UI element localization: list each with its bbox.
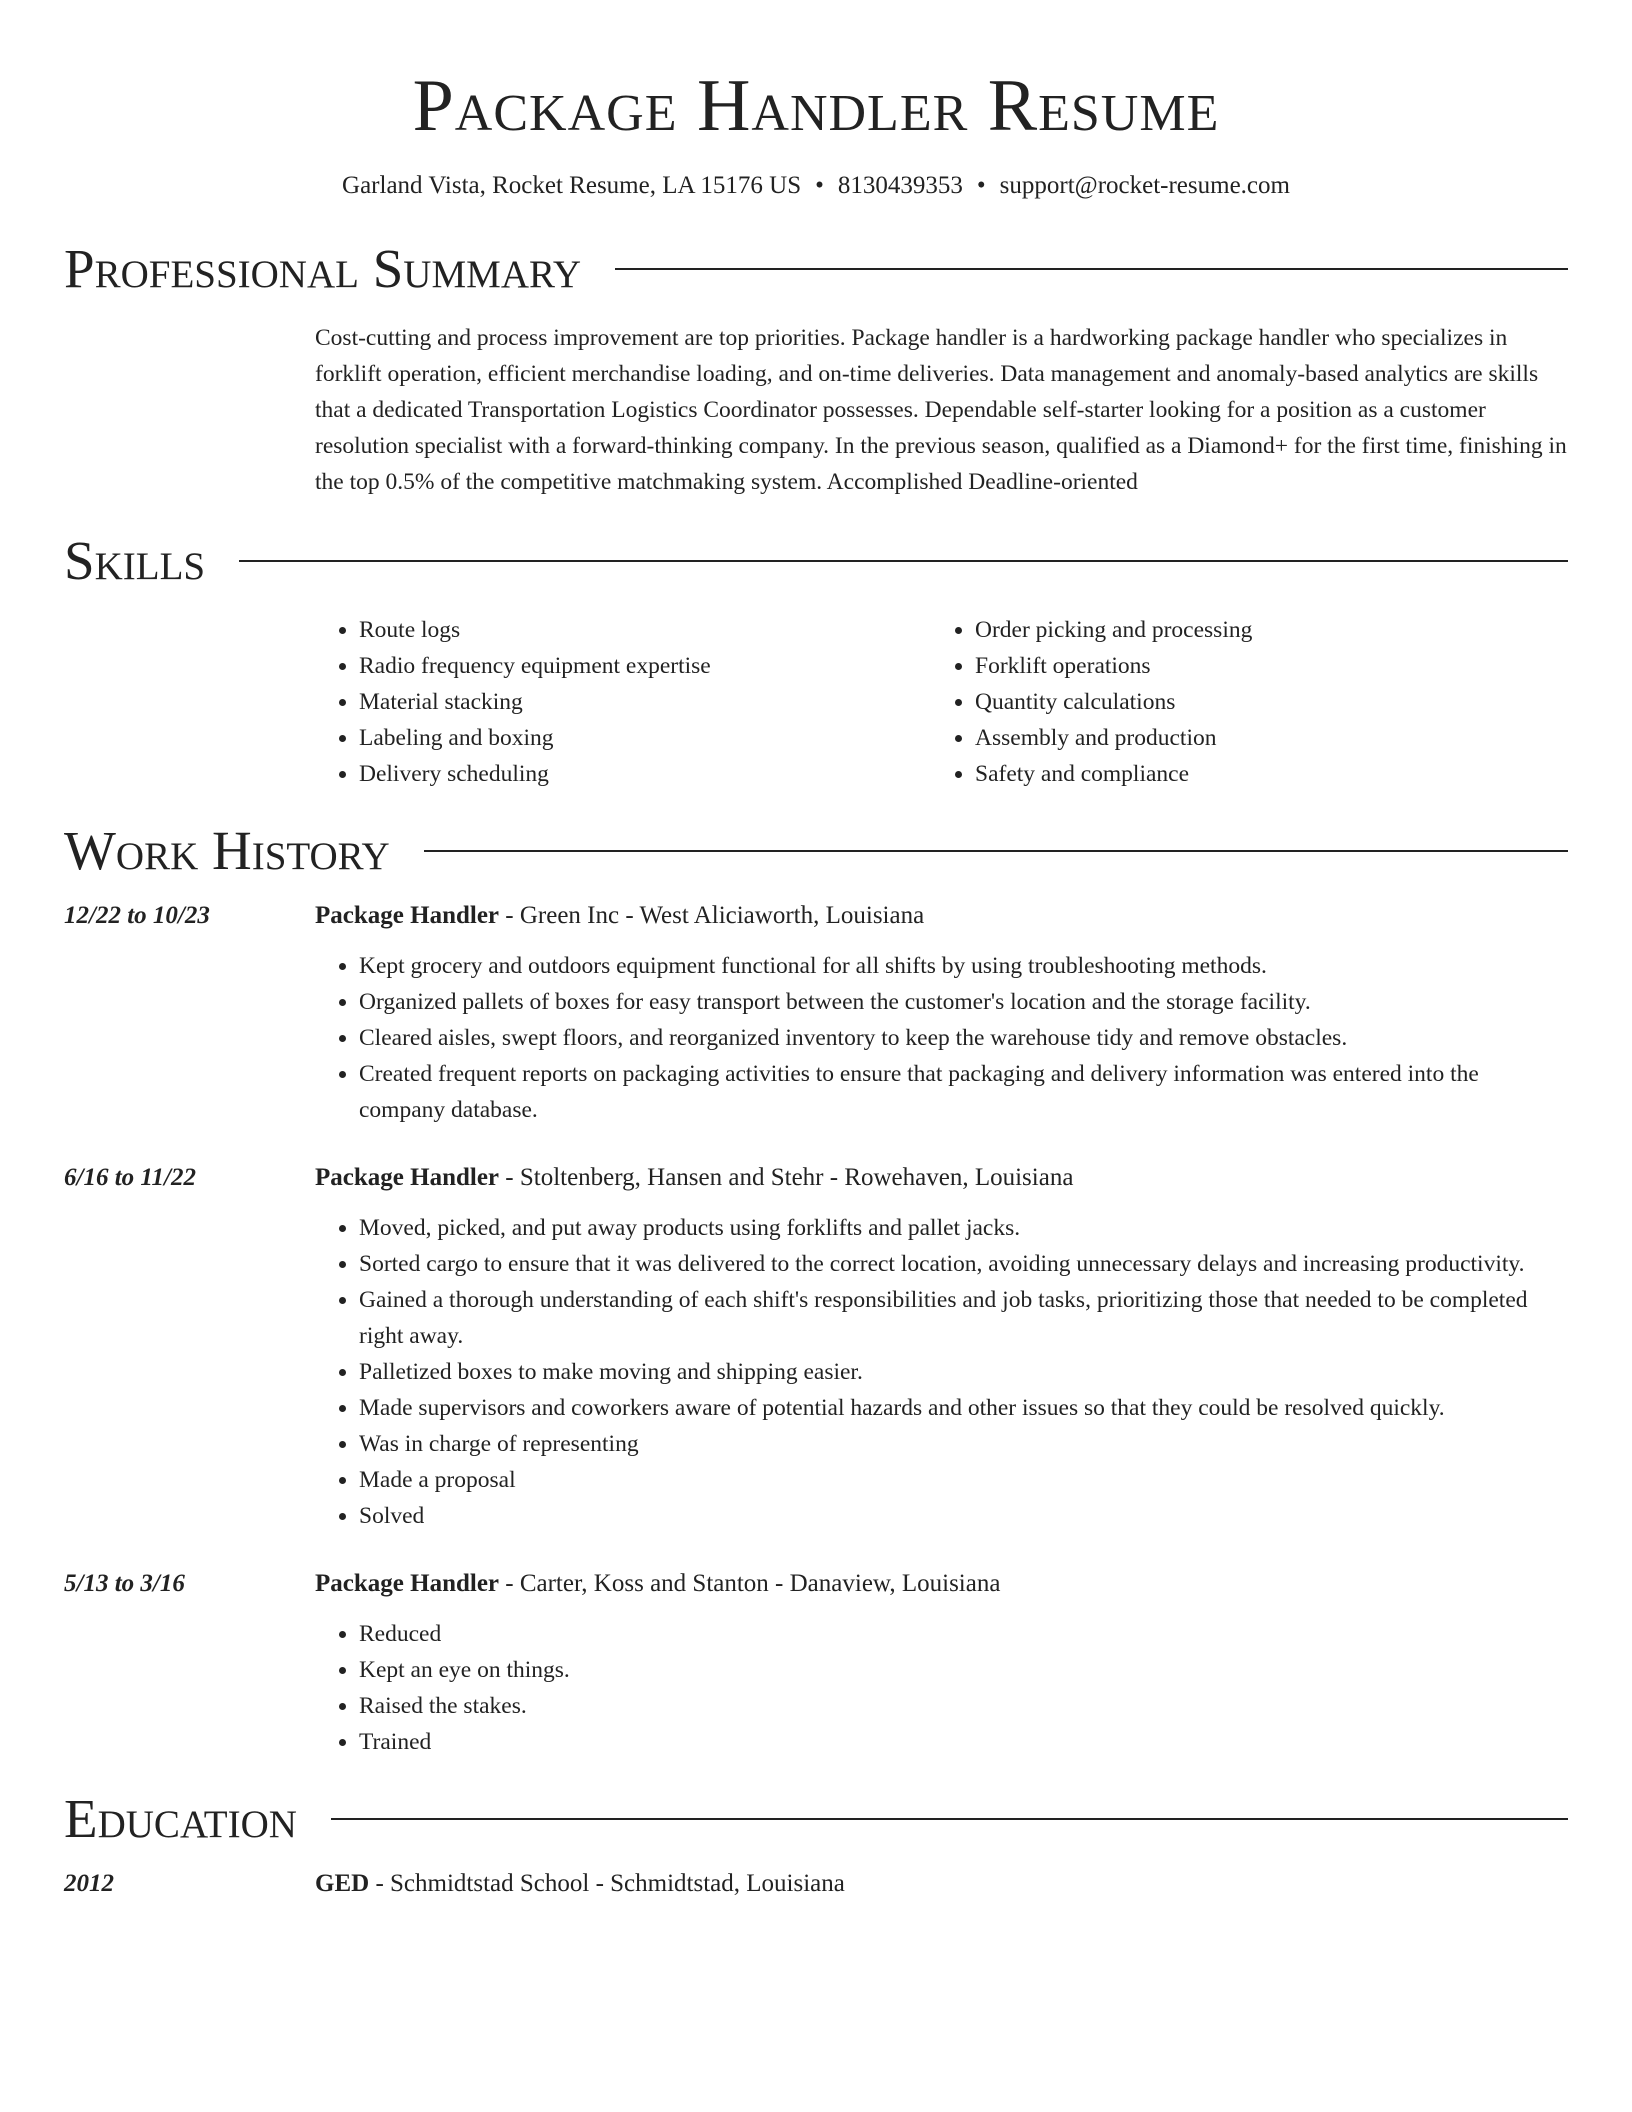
section-title: Education — [64, 1788, 297, 1849]
job-bullet: • Sorted cargo to ensure that it was delivered to the correct location, avoiding unnecessary delays and increasing productivity. — [359, 1246, 1568, 1282]
job-bullet: • Kept an eye on things. — [359, 1652, 1568, 1688]
skill-item: • Quantity calculations — [975, 684, 1547, 720]
job-bullet: • Palletized boxes to make moving and shipping easier. — [359, 1354, 1568, 1390]
skills-column-right — [931, 612, 1547, 792]
job-content — [315, 898, 1568, 1128]
job-title: Package Handler — [315, 1570, 500, 1597]
skill-item: • Delivery scheduling — [359, 756, 931, 792]
contact-line — [64, 170, 1568, 202]
education-degree: GED — [315, 1870, 370, 1897]
job-bullet: • Made a proposal — [359, 1462, 1568, 1498]
education-details: - Schmidtstad School - Schmidtstad, Louisiana — [369, 1870, 845, 1897]
section-skills-header — [64, 528, 1568, 594]
summary-spacer — [64, 320, 315, 500]
skill-item: • Material stacking — [359, 684, 931, 720]
section-divider — [239, 560, 1568, 562]
separator: • — [815, 172, 824, 199]
education-entry — [64, 1866, 1568, 1902]
skill-item: • Forklift operations — [975, 648, 1547, 684]
resume-page — [64, 0, 1568, 1902]
skill-item: • Assembly and production — [975, 720, 1547, 756]
job-dates: 6/16 to 11/22 — [64, 1164, 196, 1191]
skill-item: • Labeling and boxing — [359, 720, 931, 756]
address: Garland Vista, Rocket Resume, LA 15176 US — [342, 172, 802, 199]
section-summary-header — [64, 236, 1568, 302]
job-bullet: • Made supervisors and coworkers aware of potential hazards and other issues so that they could be resolved quickly. — [359, 1390, 1568, 1426]
job-dates: 5/13 to 3/16 — [64, 1570, 185, 1597]
job-title: Package Handler — [315, 902, 500, 929]
separator: • — [976, 172, 986, 199]
job-heading — [315, 1566, 1568, 1602]
job-details: - Stoltenberg, Hansen and Stehr - Rowehaven, Louisiana — [499, 1164, 1074, 1191]
education-heading — [315, 1866, 1568, 1902]
job-bullet: • Moved, picked, and put away products using forklifts and pallet jacks. — [359, 1210, 1568, 1246]
education-content — [315, 1866, 1568, 1902]
education-year: 2012 — [64, 1870, 114, 1897]
job-bullet: • Solved — [359, 1498, 1568, 1534]
section-work-header — [64, 818, 1568, 884]
job-bullet: • Kept grocery and outdoors equipment functional for all shifts by using troubleshooting methods. — [359, 948, 1568, 984]
phone: 8130439353 — [837, 172, 963, 199]
job-title: Package Handler — [315, 1164, 500, 1191]
job-entry — [64, 1566, 1568, 1760]
email: support@rocket-resume.com — [999, 172, 1290, 199]
summary-row — [64, 320, 1568, 500]
job-details: - Carter, Koss and Stanton - Danaview, Louisiana — [499, 1570, 1001, 1597]
skill-item: • Safety and compliance — [975, 756, 1547, 792]
section-divider — [615, 268, 1568, 270]
job-bullet: • Gained a thorough understanding of each shift's responsibilities and job tasks, prioritizing those that needed to be completed right away. — [359, 1282, 1568, 1354]
job-heading — [315, 1160, 1568, 1196]
skill-item: • Order picking and processing — [975, 612, 1547, 648]
job-bullet: • Created frequent reports on packaging activities to ensure that packaging and delivery information was entered into the company database. — [359, 1056, 1568, 1128]
skills-column-left — [315, 612, 931, 792]
skills-row — [64, 594, 1568, 792]
job-heading — [315, 898, 1568, 934]
section-title: Skills — [64, 530, 206, 591]
summary-text: Cost-cutting and process improvement are top priorities. Package handler is a hardworking package handler who specializes in forklift operation, efficient merchandise loading, and on-time deliveries. Data management and anomaly-based analytics are skills that a dedicated Transportation Logistics Coordinator possesses. Dependable self-starter looking for a position as a customer resolution specialist with a forward-thinking company. In the previous season, qualified as a Diamond+ for the first time, finishing in the top 0.5% of the competitive matchmaking system. Accomplished Deadline-oriented — [315, 325, 1567, 495]
job-bullet: • Reduced — [359, 1616, 1568, 1652]
skill-item: • Route logs — [359, 612, 931, 648]
job-dates: 12/22 to 10/23 — [64, 902, 210, 929]
skills-list — [315, 612, 1568, 792]
section-title: Work History — [64, 820, 390, 881]
skills-spacer — [64, 594, 315, 792]
job-bullet: • Was in charge of representing — [359, 1426, 1568, 1462]
page-title: Package Handler Resume — [412, 65, 1220, 147]
section-title: Professional Summary — [64, 238, 582, 299]
job-content — [315, 1160, 1568, 1534]
job-entry — [64, 898, 1568, 1128]
job-bullet: • Cleared aisles, swept floors, and reorganized inventory to keep the warehouse tidy and remove obstacles. — [359, 1020, 1568, 1056]
job-bullet: • Trained — [359, 1724, 1568, 1760]
job-details: - Green Inc - West Aliciaworth, Louisiana — [499, 902, 925, 929]
section-divider — [331, 1818, 1568, 1820]
job-content — [315, 1566, 1568, 1760]
job-bullet: • Raised the stakes. — [359, 1688, 1568, 1724]
section-divider — [424, 850, 1568, 852]
section-education-header — [64, 1786, 1568, 1852]
job-bullet: • Organized pallets of boxes for easy transport between the customer's location and the storage facility. — [359, 984, 1568, 1020]
skill-item: • Radio frequency equipment expertise — [359, 648, 931, 684]
job-entry — [64, 1160, 1568, 1534]
